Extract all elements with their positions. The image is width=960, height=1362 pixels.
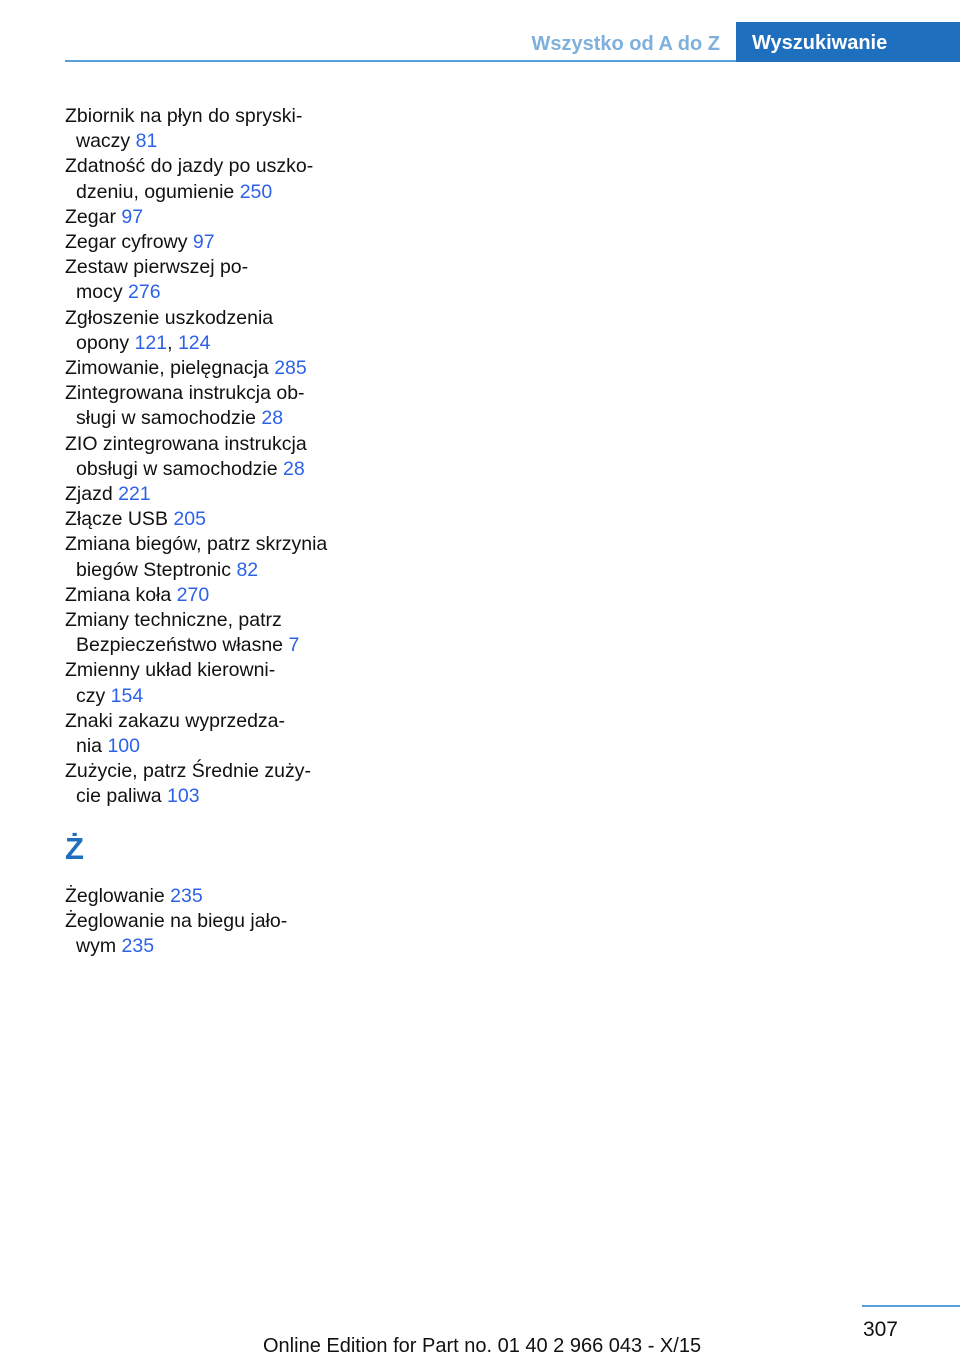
entry-continuation [65, 331, 355, 356]
entry-term [65, 532, 355, 557]
page-number: 307 [862, 1318, 898, 1341]
section-tab[interactable]: Wszystko od A do Z [531, 33, 720, 55]
entry-continuation-text: sługi w samochodzie [76, 407, 262, 430]
page-reference-link[interactable]: 221 [118, 483, 151, 506]
entry-continuation-text: cie paliwa [76, 785, 168, 808]
entry-term [65, 658, 355, 683]
entry-continuation [65, 129, 355, 154]
entry-continuation [65, 280, 355, 305]
entry-term [65, 884, 355, 909]
entry-term-text: Żeglowanie [65, 884, 171, 907]
entry-term-text: Zdatność do jazdy po uszko- [65, 155, 314, 178]
index-entry [65, 532, 355, 582]
index-entry [65, 306, 355, 356]
page-reference-link[interactable]: 235 [121, 935, 155, 958]
index-entry [65, 909, 355, 959]
entry-continuation-text: czy [76, 684, 111, 707]
page-reference-link[interactable]: 82 [236, 558, 259, 581]
entry-term [65, 381, 355, 406]
active-tab[interactable]: Wyszukiwanie [736, 22, 960, 62]
page-reference-link[interactable]: 235 [170, 884, 203, 907]
index-entry [65, 230, 355, 255]
entry-continuation [65, 180, 355, 205]
entry-term [65, 255, 355, 280]
page-reference-link[interactable]: 154 [110, 684, 144, 707]
entry-term-text: ZIO zintegrowana instrukcja [65, 432, 307, 455]
letter-heading: Ż [65, 830, 84, 866]
index-entry [65, 104, 355, 154]
index-entry [65, 154, 355, 204]
entry-term-text: Żeglowanie na biegu jało- [65, 909, 288, 932]
page-reference-link[interactable]: 285 [274, 357, 307, 380]
entry-term-text: Zegar cyfrowy [65, 231, 193, 254]
page-reference-link[interactable]: 270 [176, 583, 210, 606]
page-reference-link[interactable]: 81 [135, 130, 158, 153]
entry-term-text: Zgłoszenie uszkodzenia [65, 306, 274, 329]
entry-continuation-text: waczy [76, 130, 136, 153]
index-entry [65, 583, 355, 608]
footer-divider [862, 1305, 960, 1307]
entry-term-text: Zużycie, patrz Średnie zuży- [65, 760, 312, 783]
entry-term-text: Zmiana koła [65, 583, 177, 606]
page-reference-link[interactable]: 276 [128, 281, 161, 304]
entry-continuation [65, 558, 355, 583]
index-entry [65, 205, 355, 230]
entry-term [65, 482, 355, 507]
entry-continuation-text: dzeniu, ogumienie [76, 180, 240, 203]
entry-continuation [65, 934, 355, 959]
entry-continuation-text: nia [76, 735, 108, 758]
entry-term-text: Zmiany techniczne, patrz [65, 609, 282, 632]
page-reference-link[interactable]: 97 [121, 205, 144, 228]
entry-term-text: Złącze USB [65, 508, 174, 531]
entry-term-text: Zmiana biegów, patrz skrzynia [65, 533, 328, 556]
entry-term-text: Znaki zakazu wyprzedza- [65, 709, 286, 732]
index-entry [65, 381, 355, 431]
page-reference-link[interactable]: 250 [239, 180, 273, 203]
index-entry [65, 507, 355, 532]
index-entry [65, 658, 355, 708]
entry-term [65, 507, 355, 532]
entry-term-text: Zegar [65, 205, 122, 228]
page-reference-link[interactable]: 28 [283, 457, 305, 480]
entry-term-text: Zintegrowana instrukcja ob- [65, 382, 305, 405]
entry-continuation-text: Bezpieczeństwo własne [76, 634, 289, 657]
page-reference-link[interactable]: 124 [177, 331, 211, 354]
entry-continuation-text: obsługi w samochodzie [76, 457, 284, 480]
index-entry [65, 356, 355, 381]
page-reference-link[interactable]: 7 [288, 634, 300, 657]
entry-term [65, 306, 355, 331]
page-separator: , [167, 331, 178, 354]
edition-footer: Online Edition for Part no. 01 40 2 966 043 - X/15 [263, 1335, 702, 1357]
index-entry [65, 482, 355, 507]
page-reference-link[interactable]: 28 [261, 407, 284, 430]
entry-term [65, 356, 355, 381]
entry-continuation [65, 406, 355, 431]
entry-term-text: Zbiornik na płyn do spryski- [65, 105, 303, 127]
entry-term [65, 432, 355, 457]
index-entry [65, 884, 355, 909]
index-entry [65, 255, 355, 305]
entry-term-text: Zestaw pierwszej po- [65, 256, 249, 279]
entry-term [65, 104, 355, 129]
entry-continuation [65, 684, 355, 709]
index-column [65, 104, 355, 959]
entry-term [65, 909, 355, 934]
entry-term [65, 709, 355, 734]
entry-continuation [65, 734, 355, 759]
entry-term [65, 759, 355, 784]
index-group-z [65, 104, 355, 810]
entry-continuation-text: wym [76, 935, 122, 958]
entry-term-text: Zimowanie, pielęgnacja [65, 357, 275, 380]
page-reference-link[interactable]: 121 [134, 331, 168, 354]
entry-term [65, 205, 355, 230]
page-reference-link[interactable]: 97 [192, 231, 215, 254]
page-reference-link[interactable]: 205 [173, 508, 206, 531]
entry-term [65, 608, 355, 633]
entry-term-text: Zjazd [65, 483, 119, 506]
entry-term [65, 154, 355, 179]
page-reference-link[interactable]: 100 [107, 735, 140, 758]
index-group-z-dot [65, 884, 355, 960]
entry-term-text: Zmienny układ kierowni- [65, 659, 276, 682]
entry-continuation-text: biegów Steptronic [76, 558, 237, 581]
entry-continuation [65, 457, 355, 482]
page-reference-link[interactable]: 103 [167, 785, 200, 808]
index-entry [65, 759, 355, 809]
entry-continuation [65, 784, 355, 809]
entry-continuation-text: mocy [76, 281, 129, 304]
index-entry [65, 608, 355, 658]
index-entry [65, 709, 355, 759]
entry-continuation [65, 633, 355, 658]
page-header [0, 0, 960, 64]
index-entry [65, 432, 355, 482]
entry-term [65, 583, 355, 608]
entry-continuation-text: opony [76, 331, 135, 354]
entry-term [65, 230, 355, 255]
